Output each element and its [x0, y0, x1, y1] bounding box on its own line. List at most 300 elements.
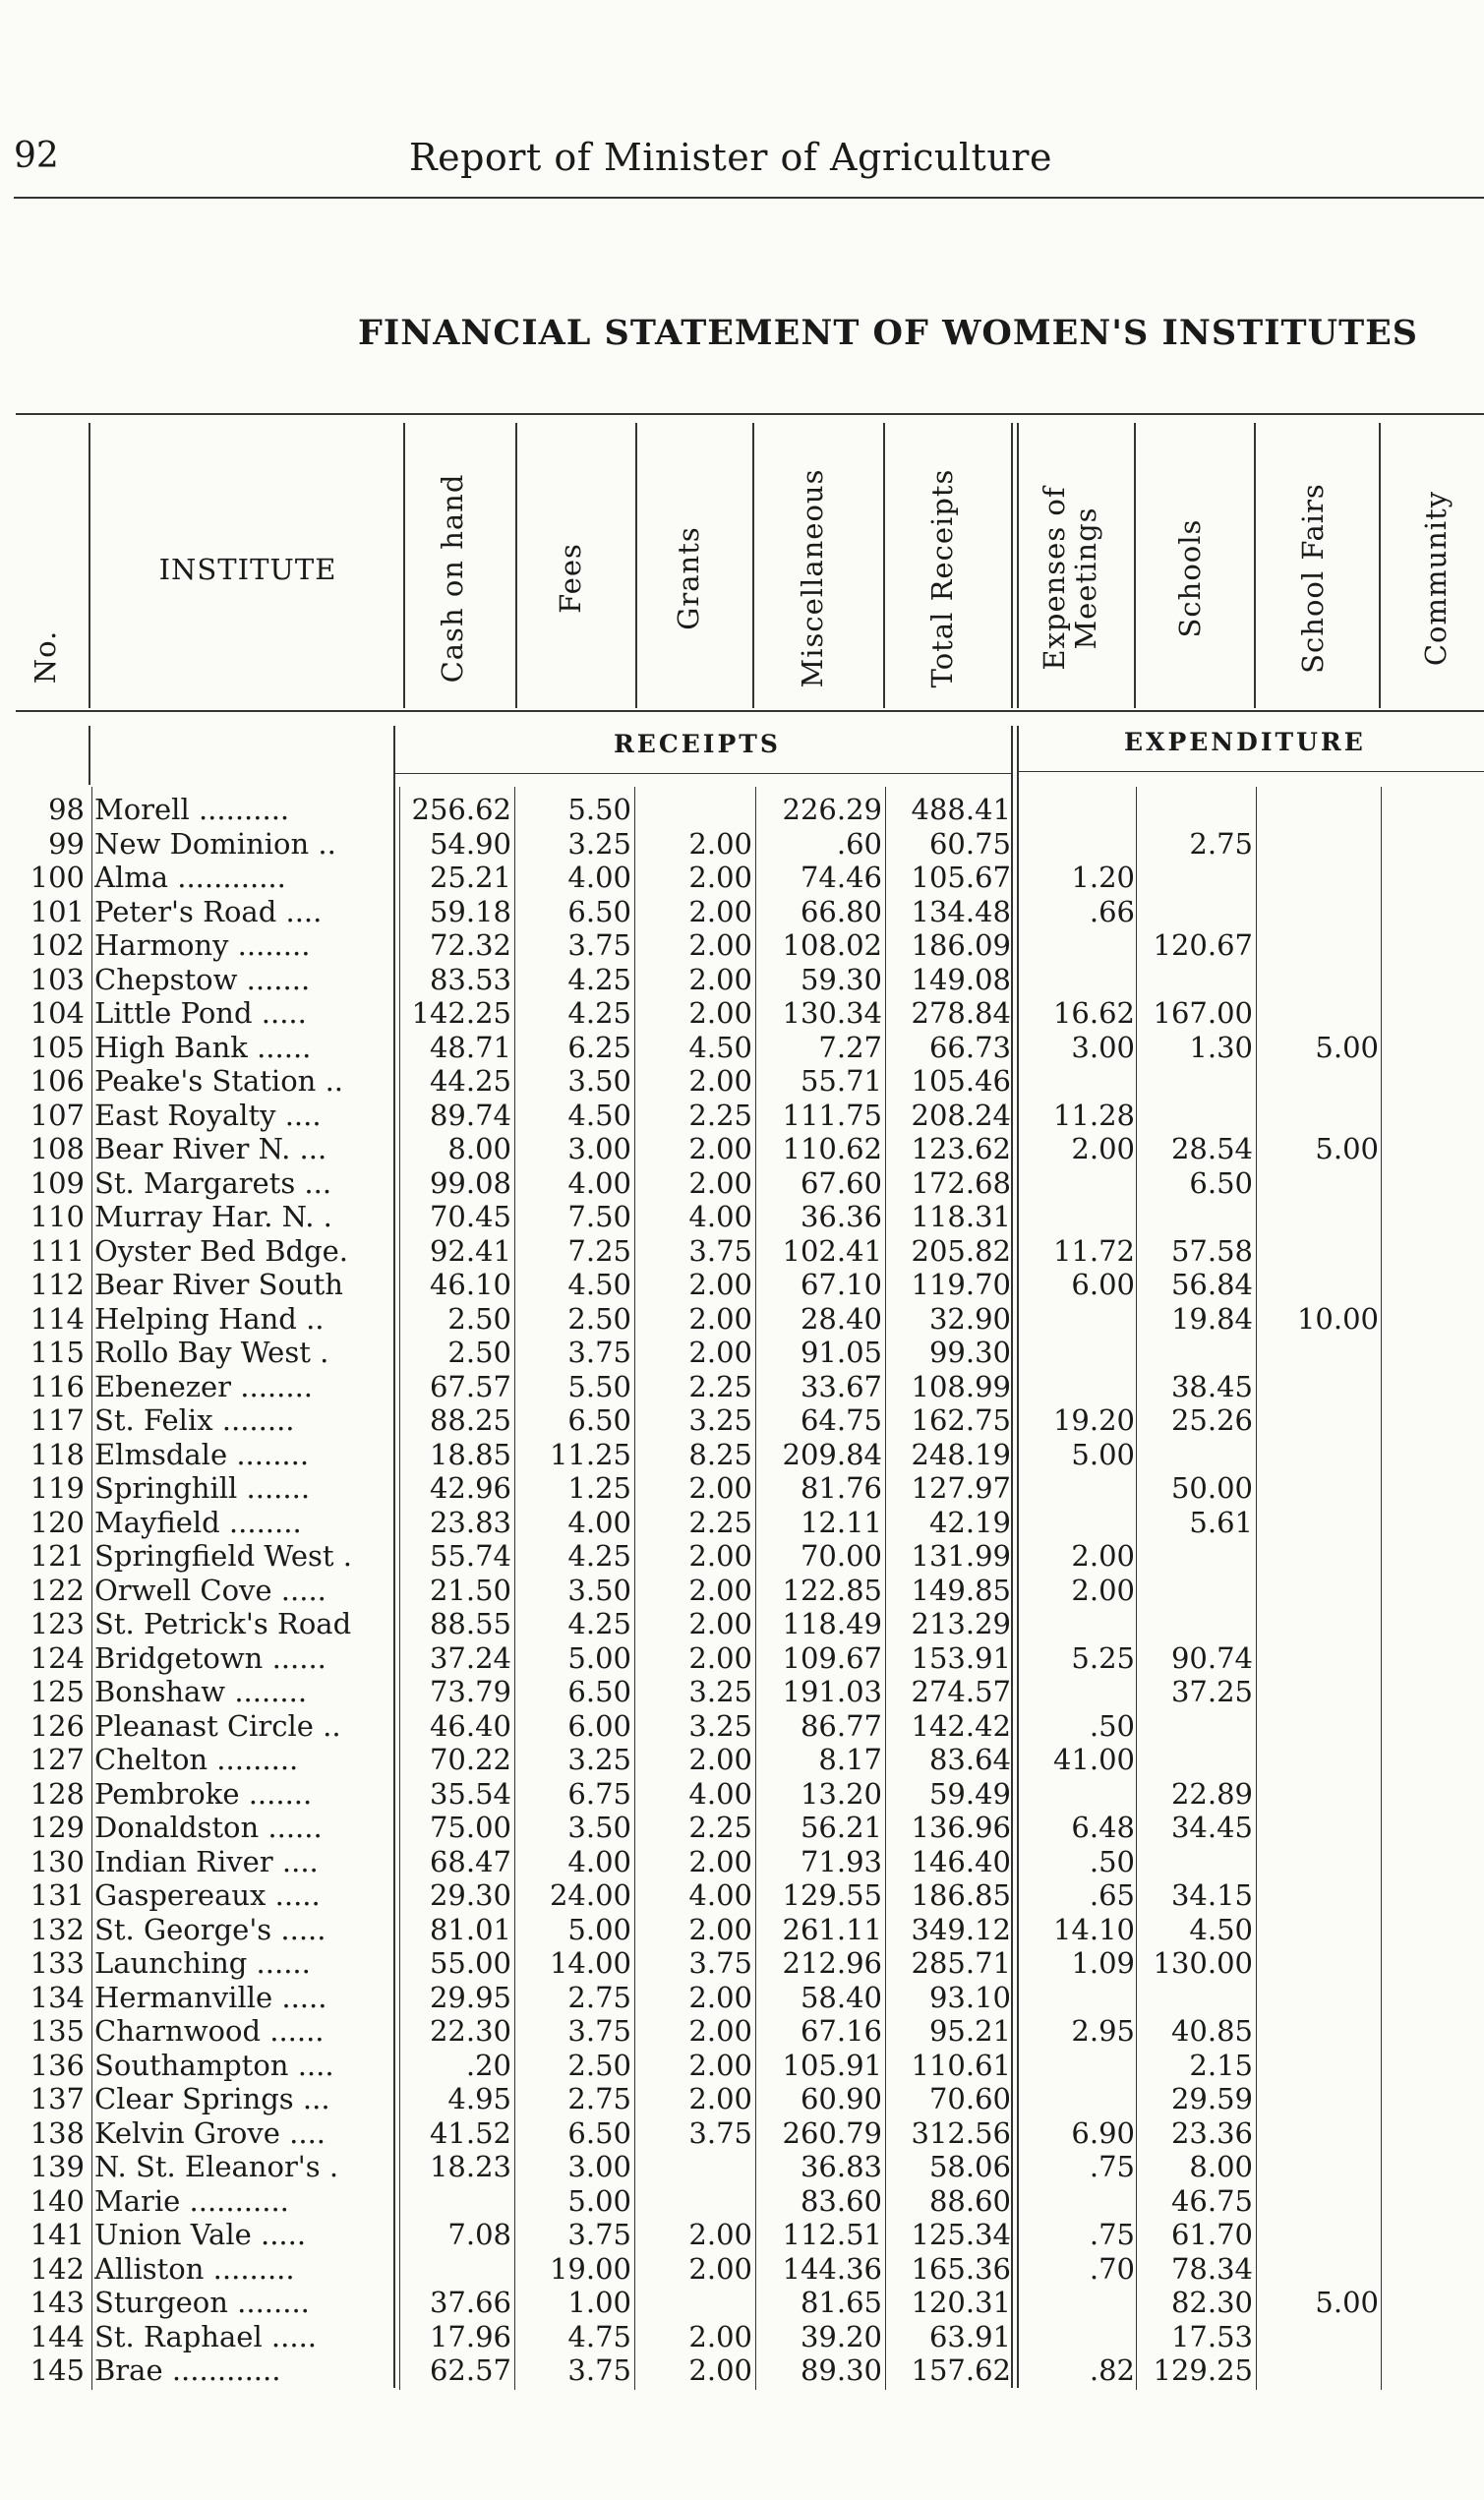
schools-cell: 29.59 [1170, 2082, 1253, 2115]
expenses-of-meetings-cell: 2.00 [1071, 1573, 1135, 1607]
cash-on-hand-cell: 89.74 [429, 1098, 511, 1132]
table-row [0, 1200, 1484, 1234]
fees-cell: 5.00 [567, 2183, 631, 2218]
cash-on-hand-cell: 75.00 [429, 1811, 511, 1844]
fees-cell: 4.50 [567, 1268, 631, 1301]
table-row [0, 793, 1484, 827]
schools-cell: 22.89 [1170, 1776, 1253, 1811]
cash-on-hand-cell: 88.55 [429, 1607, 511, 1640]
column-headers [0, 415, 1484, 710]
cash-on-hand-cell: 44.25 [429, 1064, 511, 1098]
cash-on-hand-cell: 25.21 [429, 861, 511, 894]
fees-cell: 6.00 [567, 1708, 631, 1743]
total-receipts-cell: 278.84 [911, 996, 1011, 1030]
institute-name: Alma ............ [94, 861, 286, 894]
institute-name: Helping Hand .. [94, 1301, 325, 1336]
fees-cell: 5.00 [567, 1912, 631, 1946]
table-row [0, 1675, 1484, 1709]
total-receipts-cell: 32.90 [928, 1301, 1011, 1336]
table-row [0, 827, 1484, 862]
table-row [0, 928, 1484, 963]
schools-cell: 37.25 [1170, 1675, 1253, 1708]
table-row [0, 2049, 1484, 2083]
table-row [0, 1234, 1484, 1269]
row-number: 101 [30, 894, 85, 928]
row-number: 120 [30, 1505, 85, 1539]
table-row [0, 1099, 1484, 1133]
miscellaneous-cell: 102.41 [782, 1233, 882, 1268]
total-receipts-cell: 105.46 [911, 1064, 1011, 1098]
cash-on-hand-cell: 54.90 [429, 826, 511, 861]
miscellaneous-cell: 118.49 [782, 1607, 882, 1640]
cash-on-hand-cell: 2.50 [447, 1336, 511, 1369]
institute-name: Clear Springs ... [94, 2082, 330, 2115]
row-number: 138 [30, 2115, 85, 2150]
table-row [0, 861, 1484, 895]
cash-on-hand-cell: .20 [465, 2048, 511, 2082]
table-row [0, 2218, 1484, 2252]
miscellaneous-cell: 261.11 [782, 1912, 882, 1946]
expenses-of-meetings-cell: 16.62 [1052, 996, 1135, 1030]
cash-on-hand-cell: 18.23 [429, 2150, 511, 2183]
cash-on-hand-cell: 88.25 [429, 1403, 511, 1437]
table-title: FINANCIAL STATEMENT OF WOMEN'S INSTITUTES [358, 313, 1419, 353]
header-divider [403, 423, 405, 708]
total-receipts-cell: 153.91 [911, 1640, 1011, 1675]
fees-cell: 2.50 [567, 2048, 631, 2082]
grants-cell: 2.00 [688, 861, 752, 894]
row-number: 103 [30, 962, 85, 996]
grants-cell: 4.00 [688, 1200, 752, 1233]
cash-on-hand-cell: 72.32 [429, 928, 511, 962]
schools-cell: 46.75 [1170, 2183, 1253, 2218]
institute-name: St. George's ..... [94, 1912, 326, 1946]
table-row [0, 1403, 1484, 1438]
institute-name: Indian River .... [94, 1844, 319, 1878]
row-number: 140 [30, 2183, 85, 2218]
institute-name: Pembroke ....... [94, 1776, 313, 1811]
institute-name: St. Felix ........ [94, 1403, 295, 1437]
fees-cell: 4.75 [567, 2319, 631, 2353]
fees-cell: 3.50 [567, 1064, 631, 1098]
cash-on-hand-cell: 48.71 [429, 1030, 511, 1064]
row-number: 142 [30, 2251, 85, 2286]
grants-cell: 2.00 [688, 1607, 752, 1640]
schools-cell: 25.26 [1170, 1403, 1253, 1437]
fees-cell: 14.00 [549, 1946, 631, 1980]
table-row [0, 963, 1484, 997]
miscellaneous-cell: 39.20 [800, 2319, 882, 2353]
fees-cell: 7.50 [567, 1200, 631, 1233]
miscellaneous-cell: 260.79 [782, 2115, 882, 2150]
total-receipts-cell: 186.09 [911, 928, 1011, 962]
miscellaneous-cell: 36.83 [800, 2150, 882, 2183]
cash-on-hand-cell: 17.96 [429, 2319, 511, 2353]
col-header-cash-on-hand: Cash on hand [436, 473, 469, 684]
total-receipts-cell: 95.21 [928, 2014, 1011, 2048]
schools-cell: 6.50 [1189, 1165, 1253, 1200]
expenses-of-meetings-cell: 2.00 [1071, 1132, 1135, 1165]
cash-on-hand-cell: 83.53 [429, 962, 511, 996]
schools-cell: 1.30 [1189, 1030, 1253, 1064]
grants-cell: 2.25 [688, 1811, 752, 1844]
fees-cell: 6.50 [567, 2115, 631, 2150]
miscellaneous-cell: 112.51 [782, 2218, 882, 2251]
total-receipts-cell: 70.60 [928, 2082, 1011, 2115]
schools-cell: 40.85 [1170, 2014, 1253, 2048]
expenses-of-meetings-cell: 11.28 [1052, 1098, 1135, 1132]
total-receipts-cell: 58.06 [928, 2150, 1011, 2183]
institute-name: Chepstow ....... [94, 962, 311, 996]
row-number: 145 [30, 2353, 85, 2387]
row-number: 118 [30, 1437, 85, 1471]
col-header-no: No. [29, 629, 62, 685]
institute-name: High Bank ...... [94, 1030, 312, 1064]
miscellaneous-cell: 64.75 [800, 1403, 882, 1437]
row-number: 111 [30, 1233, 85, 1268]
miscellaneous-cell: 67.10 [800, 1268, 882, 1301]
institute-name: Springfield West . [94, 1539, 352, 1573]
page-number: 92 [14, 136, 59, 176]
fees-cell: 2.50 [567, 1301, 631, 1336]
fees-cell: 3.50 [567, 1811, 631, 1844]
miscellaneous-cell: 36.36 [800, 1200, 882, 1233]
schools-cell: 50.00 [1170, 1471, 1253, 1505]
miscellaneous-cell: 212.96 [782, 1946, 882, 1980]
expenses-of-meetings-cell: 11.72 [1052, 1233, 1135, 1268]
expenses-of-meetings-cell: 6.48 [1071, 1811, 1135, 1844]
table-row [0, 1031, 1484, 1065]
schools-cell: 78.34 [1170, 2251, 1253, 2286]
cash-on-hand-cell: 70.22 [429, 1743, 511, 1776]
school-fairs-cell: 5.00 [1315, 1132, 1379, 1165]
total-receipts-cell: 213.29 [911, 1607, 1011, 1640]
fees-cell: 3.50 [567, 1573, 631, 1607]
grants-cell: 2.00 [688, 894, 752, 928]
miscellaneous-cell: 129.55 [782, 1878, 882, 1912]
total-receipts-cell: 165.36 [911, 2251, 1011, 2286]
row-number: 109 [30, 1165, 85, 1200]
row-number: 108 [30, 1132, 85, 1165]
expenses-of-meetings-cell: 6.90 [1071, 2115, 1135, 2150]
grants-cell: 2.00 [688, 1912, 752, 1946]
cash-on-hand-cell: 55.74 [429, 1539, 511, 1573]
miscellaneous-cell: 130.34 [782, 996, 882, 1030]
expenditure-label: EXPENDITURE [1124, 728, 1366, 756]
institute-name: Bear River N. ... [94, 1132, 327, 1165]
row-number: 116 [30, 1369, 85, 1403]
school-fairs-cell: 10.00 [1296, 1301, 1379, 1336]
table-row [0, 1268, 1484, 1302]
total-receipts-cell: 110.61 [911, 2048, 1011, 2082]
table-row [0, 1777, 1484, 1812]
cash-on-hand-cell: 73.79 [429, 1675, 511, 1708]
expenses-of-meetings-cell: .82 [1089, 2353, 1135, 2387]
table-row [0, 1946, 1484, 1981]
schools-cell: 90.74 [1170, 1640, 1253, 1675]
total-receipts-cell: 172.68 [911, 1165, 1011, 1200]
expenses-of-meetings-cell: 5.00 [1071, 1437, 1135, 1471]
grants-cell: 2.00 [688, 2014, 752, 2048]
table-row [0, 2353, 1484, 2388]
institute-name: Ebenezer ........ [94, 1369, 314, 1403]
expenses-of-meetings-cell: .75 [1089, 2218, 1135, 2251]
row-number: 129 [30, 1811, 85, 1844]
row-number: 107 [30, 1098, 85, 1132]
grants-cell: 3.75 [688, 1946, 752, 1980]
institute-name: Hermanville ..... [94, 1980, 327, 2014]
institute-name: N. St. Eleanor's . [94, 2150, 339, 2183]
page-header [14, 136, 1479, 185]
miscellaneous-cell: 109.67 [782, 1640, 882, 1675]
institute-name: Marie ........... [94, 2183, 289, 2218]
header-divider [1379, 423, 1381, 708]
fees-cell: 3.25 [567, 826, 631, 861]
row-number: 137 [30, 2082, 85, 2115]
grants-cell: 2.00 [688, 1844, 752, 1878]
table-row [0, 1166, 1484, 1201]
grants-cell: 2.00 [688, 2082, 752, 2115]
expenses-of-meetings-cell: .70 [1089, 2251, 1135, 2286]
row-number: 127 [30, 1743, 85, 1776]
expenditure-rule [1019, 771, 1484, 772]
grants-cell: 2.00 [688, 928, 752, 962]
schools-cell: 2.15 [1189, 2048, 1253, 2082]
grants-cell: 2.00 [688, 1165, 752, 1200]
grants-cell: 3.25 [688, 1708, 752, 1743]
row-number: 141 [30, 2218, 85, 2251]
fees-cell: 3.25 [567, 1743, 631, 1776]
cash-on-hand-cell: 62.57 [429, 2353, 511, 2387]
col-header-miscellaneous: Miscellaneous [796, 468, 829, 688]
institute-name: East Royalty .... [94, 1098, 322, 1132]
row-number: 144 [30, 2319, 85, 2353]
grants-cell: 4.00 [688, 1878, 752, 1912]
fees-cell: 5.50 [567, 793, 631, 826]
fees-cell: 7.25 [567, 1233, 631, 1268]
table-row [0, 1641, 1484, 1676]
expenses-of-meetings-cell: .50 [1089, 1708, 1135, 1743]
col-header-institute: INSTITUTE [158, 553, 337, 586]
row-number: 122 [30, 1573, 85, 1607]
table-row [0, 2082, 1484, 2116]
row-number: 119 [30, 1471, 85, 1505]
expenses-of-meetings-cell: 1.20 [1071, 861, 1135, 894]
fees-cell: 6.25 [567, 1030, 631, 1064]
total-receipts-cell: 120.31 [911, 2286, 1011, 2319]
fees-cell: 2.75 [567, 2082, 631, 2115]
total-receipts-cell: 186.85 [911, 1878, 1011, 1912]
header-divider [89, 423, 90, 708]
institute-name: Gaspereaux ..... [94, 1878, 321, 1912]
table-row [0, 2286, 1484, 2320]
row-number: 125 [30, 1675, 85, 1708]
fees-cell: 4.25 [567, 1539, 631, 1573]
table-row [0, 2252, 1484, 2287]
total-receipts-cell: 63.91 [928, 2319, 1011, 2353]
expenses-of-meetings-cell: 3.00 [1071, 1030, 1135, 1064]
header-divider [1011, 423, 1013, 708]
school-fairs-cell: 5.00 [1315, 2286, 1379, 2319]
grants-cell: 2.00 [688, 996, 752, 1030]
grants-cell: 3.25 [688, 1403, 752, 1437]
col-header-fees: Fees [554, 543, 587, 614]
cash-on-hand-cell: 4.95 [447, 2082, 511, 2115]
fees-cell: 24.00 [549, 1878, 631, 1912]
cash-on-hand-cell: 41.52 [429, 2115, 511, 2150]
institute-name: Bridgetown ...... [94, 1640, 326, 1675]
total-receipts-cell: 285.71 [911, 1946, 1011, 1980]
table-row [0, 2150, 1484, 2184]
total-receipts-cell: 59.49 [928, 1776, 1011, 1811]
total-receipts-cell: 88.60 [928, 2183, 1011, 2218]
miscellaneous-cell: 71.93 [800, 1844, 882, 1878]
row-number: 115 [30, 1336, 85, 1369]
expenses-of-meetings-cell: 19.20 [1052, 1403, 1135, 1437]
total-receipts-cell: 125.34 [911, 2218, 1011, 2251]
institute-name: Peter's Road .... [94, 894, 323, 928]
row-number: 131 [30, 1878, 85, 1912]
table-row [0, 2116, 1484, 2151]
row-number: 124 [30, 1640, 85, 1675]
cash-on-hand-cell: 35.54 [429, 1776, 511, 1811]
miscellaneous-cell: 209.84 [782, 1437, 882, 1471]
total-receipts-cell: 205.82 [911, 1233, 1011, 1268]
cash-on-hand-cell: 142.25 [411, 996, 511, 1030]
miscellaneous-cell: 81.65 [800, 2286, 882, 2319]
schools-cell: 61.70 [1170, 2218, 1253, 2251]
row-number: 139 [30, 2150, 85, 2183]
institute-name: Kelvin Grove .... [94, 2115, 326, 2150]
total-receipts-cell: 248.19 [911, 1437, 1011, 1471]
col-header-schools: Schools [1173, 518, 1207, 638]
fees-cell: 3.00 [567, 2150, 631, 2183]
miscellaneous-cell: 108.02 [782, 928, 882, 962]
table-row [0, 1607, 1484, 1641]
total-receipts-cell: 127.97 [911, 1471, 1011, 1505]
fees-cell: 5.00 [567, 1640, 631, 1675]
expenses-of-meetings-cell: 41.00 [1052, 1743, 1135, 1776]
institute-name: St. Margarets ... [94, 1165, 332, 1200]
col-header-community: Community [1419, 490, 1453, 667]
table-row [0, 1506, 1484, 1540]
miscellaneous-cell: 8.17 [818, 1743, 882, 1776]
schools-cell: 82.30 [1170, 2286, 1253, 2319]
grants-cell: 2.00 [688, 2353, 752, 2387]
table-row [0, 1370, 1484, 1404]
cash-on-hand-cell: 55.00 [429, 1946, 511, 1980]
row-number: 117 [30, 1403, 85, 1437]
row-number: 110 [30, 1200, 85, 1233]
cash-on-hand-cell: 23.83 [429, 1505, 511, 1539]
cash-on-hand-cell: 70.45 [429, 1200, 511, 1233]
grants-cell: 2.00 [688, 962, 752, 996]
expenses-of-meetings-cell: 14.10 [1052, 1912, 1135, 1946]
miscellaneous-cell: 91.05 [800, 1336, 882, 1369]
miscellaneous-cell: 110.62 [782, 1132, 882, 1165]
cash-on-hand-cell: 46.10 [429, 1268, 511, 1301]
row-number: 106 [30, 1064, 85, 1098]
grants-cell: 2.25 [688, 1505, 752, 1539]
expenses-of-meetings-cell: .50 [1089, 1844, 1135, 1878]
row-number: 121 [30, 1539, 85, 1573]
miscellaneous-cell: 81.76 [800, 1471, 882, 1505]
total-receipts-cell: 83.64 [928, 1743, 1011, 1776]
cash-on-hand-cell: 37.24 [429, 1640, 511, 1675]
grants-cell: 2.25 [688, 1369, 752, 1403]
miscellaneous-cell: 70.00 [800, 1539, 882, 1573]
miscellaneous-cell: 58.40 [800, 1980, 882, 2014]
row-number: 114 [30, 1301, 85, 1336]
grants-cell: 2.00 [688, 2319, 752, 2353]
row-number: 134 [30, 1980, 85, 2014]
running-title: Report of Minister of Agriculture [409, 136, 1052, 179]
fees-cell: 11.25 [549, 1437, 631, 1471]
institute-name: Launching ...... [94, 1946, 311, 1980]
total-receipts-cell: 142.42 [911, 1708, 1011, 1743]
institute-name: Brae ............ [94, 2353, 281, 2387]
grants-cell: 4.00 [688, 1776, 752, 1811]
table-row [0, 1709, 1484, 1744]
expenses-of-meetings-cell: .75 [1089, 2150, 1135, 2183]
row-number: 102 [30, 928, 85, 962]
institute-name: Mayfield ........ [94, 1505, 302, 1539]
schools-cell: 28.54 [1170, 1132, 1253, 1165]
total-receipts-cell: 99.30 [928, 1336, 1011, 1369]
miscellaneous-cell: 144.36 [782, 2251, 882, 2286]
table-row [0, 2184, 1484, 2219]
miscellaneous-cell: 83.60 [800, 2183, 882, 2218]
miscellaneous-cell: 89.30 [800, 2353, 882, 2387]
total-receipts-cell: 93.10 [928, 1980, 1011, 2014]
schools-cell: 17.53 [1170, 2319, 1253, 2353]
total-receipts-cell: 149.85 [911, 1573, 1011, 1607]
fees-cell: 1.00 [567, 2286, 631, 2319]
institute-name: Pleanast Circle .. [94, 1708, 341, 1743]
miscellaneous-cell: 60.90 [800, 2082, 882, 2115]
institute-name: Bear River South [94, 1268, 343, 1301]
cash-on-hand-cell: 92.41 [429, 1233, 511, 1268]
cash-on-hand-cell: 7.08 [447, 2218, 511, 2251]
miscellaneous-cell: .60 [836, 826, 882, 861]
miscellaneous-cell: 67.60 [800, 1165, 882, 1200]
total-receipts-cell: 134.48 [911, 894, 1011, 928]
fees-cell: 3.75 [567, 1336, 631, 1369]
cash-on-hand-cell: 37.66 [429, 2286, 511, 2319]
grants-cell: 3.75 [688, 2115, 752, 2150]
schools-cell: 2.75 [1189, 826, 1253, 861]
cash-on-hand-cell: 68.47 [429, 1844, 511, 1878]
row-number: 99 [48, 826, 85, 861]
grants-cell: 2.00 [688, 826, 752, 861]
row-number: 104 [30, 996, 85, 1030]
cash-on-hand-cell: 2.50 [447, 1301, 511, 1336]
expenses-of-meetings-cell: .66 [1089, 894, 1135, 928]
fees-cell: 5.50 [567, 1369, 631, 1403]
schools-cell: 19.84 [1170, 1301, 1253, 1336]
header-divider [752, 423, 754, 708]
grants-cell: 2.00 [688, 1573, 752, 1607]
cash-on-hand-cell: 42.96 [429, 1471, 511, 1505]
miscellaneous-cell: 122.85 [782, 1573, 882, 1607]
miscellaneous-cell: 66.80 [800, 894, 882, 928]
cash-on-hand-cell: 8.00 [447, 1132, 511, 1165]
institute-name: Union Vale ..... [94, 2218, 307, 2251]
schools-cell: 38.45 [1170, 1369, 1253, 1403]
schools-cell: 8.00 [1189, 2150, 1253, 2183]
grants-cell: 2.00 [688, 1539, 752, 1573]
grants-cell: 2.00 [688, 2048, 752, 2082]
